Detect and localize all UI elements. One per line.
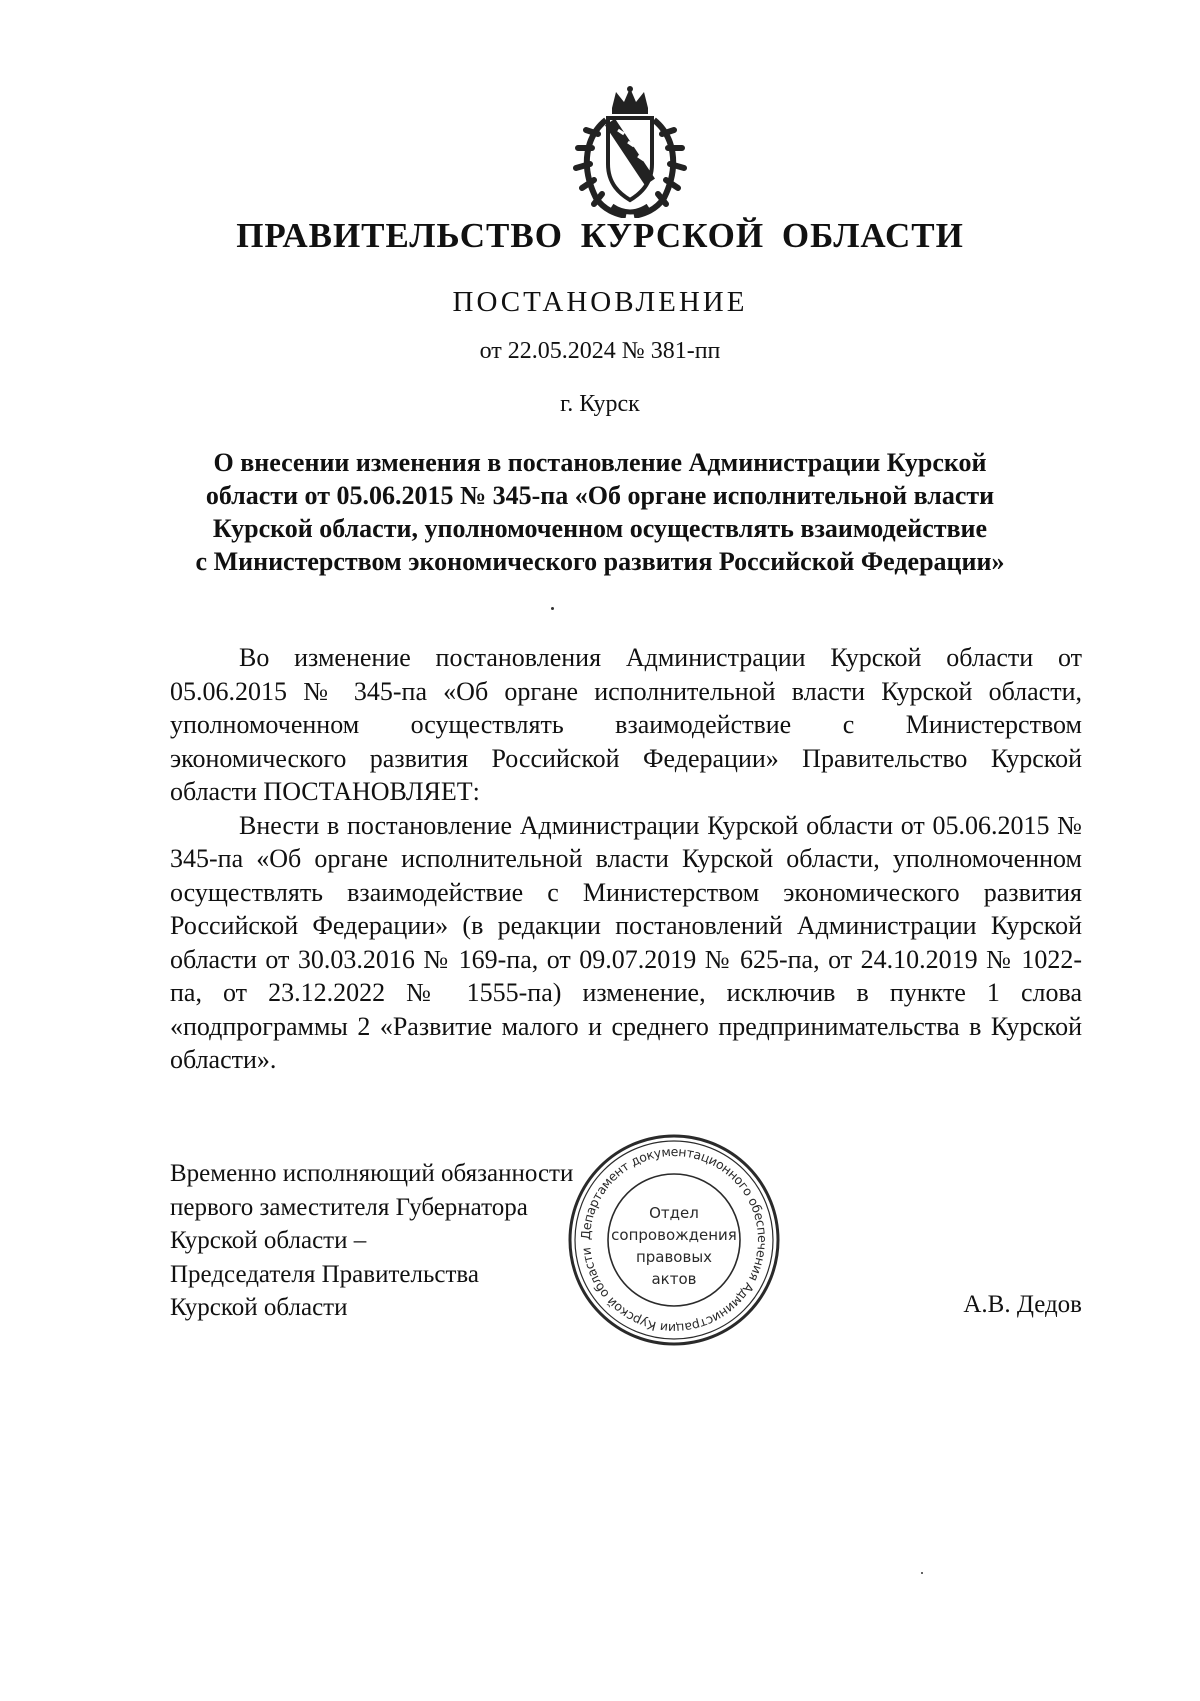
- document-type: ПОСТАНОВЛЕНИЕ: [452, 286, 748, 318]
- document-heading: [160, 446, 1040, 578]
- heading-line: О внесении изменения в постановление Администрации Курской: [213, 448, 987, 477]
- heading-line: с Министерством экономического развития Российской Федерации»: [195, 547, 1005, 576]
- signatory-position-line: Председателя Правительства: [170, 1260, 479, 1288]
- stamp-ring-text: Департамент документационного обеспечения Администрации Курской области: [577, 1143, 771, 1337]
- body-paragraph: Внести в постановление Администрации Курской области от 05.06.2015 № 345-па «Об органе исполнительной власти Курской области, уполномоченном осуществлять взаимодействие с Министерством экономического развития Российской Федерации» (в редакции постановлений Администрации Курской области от 30.03.2016 № 169-па, от 09.07.2019 № 625-па, от 24.10.2019 № 1022-па, от 23.12.2022 № 1555-па) изменение, исключив в пункте 1 слова «подпрограммы 2 «Развитие малого и среднего предпринимательства в Курской области».: [170, 810, 1082, 1074]
- signatory-position-line: Курской области –: [170, 1227, 367, 1254]
- heading-line: Курской области, уполномоченном осуществлять взаимодействие: [212, 514, 988, 543]
- signatory-position-line: Временно исполняющий обязанности: [170, 1160, 574, 1187]
- stamp-center-line: Отдел: [649, 1204, 699, 1222]
- scan-speck: [921, 1572, 923, 1574]
- document-body: [170, 641, 1082, 1077]
- stamp-center-line: правовых: [635, 1248, 713, 1266]
- document-city: г. Курск: [560, 391, 640, 417]
- document-date-number: от 22.05.2024 № 381-пп: [479, 338, 721, 364]
- signatory-name: А.В. Дедов: [963, 1291, 1082, 1318]
- stamp: [566, 1132, 782, 1348]
- body-paragraph: Во изменение постановления Администрации Курской области от 05.06.2015 № 345-па «Об органе исполнительной власти Курской области, уполномоченном осуществлять взаимодействие с Министерством экономического развития Российской Федерации» Правительство Курской области ПОСТАНОВЛЯЕТ:: [170, 643, 1082, 806]
- coat-of-arms-icon: [568, 86, 692, 218]
- stamp-center-line: актов: [651, 1270, 697, 1288]
- signatory-position: [170, 1157, 590, 1325]
- signatory-position-line: первого заместителя Губернатора: [170, 1193, 528, 1221]
- scan-speck: [551, 607, 554, 610]
- heading-line: области от 05.06.2015 № 345-па «Об органе исполнительной власти: [205, 481, 995, 510]
- stamp-center-line: сопровождения: [611, 1226, 737, 1244]
- signatory-position-line: Курской области: [170, 1294, 348, 1321]
- government-name: ПРАВИТЕЛЬСТВО КУРСКОЙ ОБЛАСТИ: [236, 216, 964, 255]
